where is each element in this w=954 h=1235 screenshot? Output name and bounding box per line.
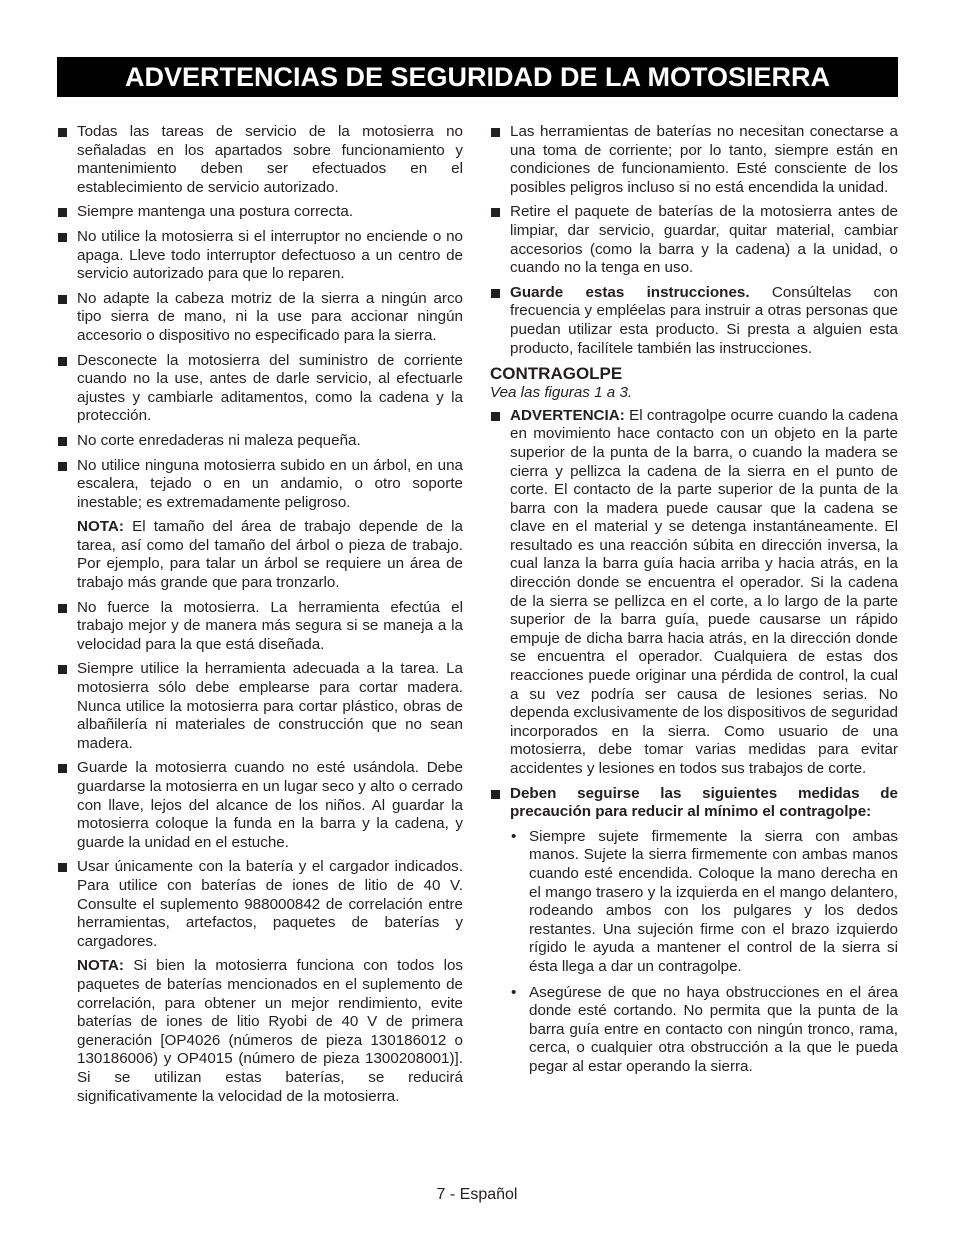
square-bullet-icon xyxy=(58,357,67,366)
list-item: Usar únicamente con la batería y el cargador indicados. Para utilice con baterías de iones de litio de 40 V. Consulte el suplemento 988000842 de correlación entre herramientas, artefactos, paquetes de baterías y cargadores. xyxy=(57,858,463,951)
figure-reference: Vea las figuras 1 a 3. xyxy=(490,384,633,402)
list-item: No adapte la cabeza motriz de la sierra a ningún arco tipo sierra de mano, ni la use para accionar ningún accesorio o dispositivo no especificado para la sierra. xyxy=(57,290,463,346)
left-column xyxy=(57,123,463,1112)
note-work-area xyxy=(77,518,463,592)
square-bullet-icon xyxy=(58,208,67,217)
note-text: El tamaño del área de trabajo depende de la tarea, así como del tamaño del árbol o pieza de trabajo. Por ejemplo, para talar un árbol se requiere un área de trabajo más grande que para tronzarlo. xyxy=(77,518,463,592)
sub-list-item: • Siempre sujete firmemente la sierra con ambas manos. Sujete la sierra firmemente con ambas manos cuando esté encendida. Coloque la mano derecha en el mango trasero y la izquierda en el mango delantero, rodeando ambos con los pulgares y los dedos restantes. Una sujeción firme con el brazo izquierdo rígido le ayuda a mantener el control de la sierra si ésta llega a dar un contragolpe. xyxy=(511,827,898,975)
square-bullet-icon xyxy=(58,665,67,674)
note-label: NOTA: xyxy=(77,957,124,975)
note-batteries xyxy=(77,957,463,1106)
list-item: Desconecte la motosierra del suministro de corriente cuando no la use, antes de darle servicio, al efectuarle ajustes y cambiarle aditamentos, como la cadena y la protección. xyxy=(57,352,463,426)
list-item xyxy=(490,785,898,822)
square-bullet-icon xyxy=(58,128,67,137)
list-item: No fuerce la motosierra. La herramienta efectúa el trabajo mejor y de manera más segura si se maneja a la velocidad para la que está diseñada. xyxy=(57,599,463,655)
kickback-list xyxy=(490,407,898,822)
measures-label: Deben seguirse las siguientes medidas de precaución para reducir al mínimo el contragolpe: xyxy=(510,784,898,821)
square-bullet-icon xyxy=(58,437,67,446)
list-item: Guarde la motosierra cuando no esté usándola. Debe guardarse la motosierra en un lugar seco y alto o cerrado con llave, lejos del alcance de los niños. Al guardar la motosierra coloque la funda en la barra y la cadena, y guarde la unidad en el estuche. xyxy=(57,759,463,852)
warning-text: El contragolpe ocurre cuando la cadena en movimiento hace contacto con un objeto en la parte superior de la punta de la barra, o cuando la madera se cierra y pellizca la cadena de la sierra en el punto de corte. El contacto de la parte superior de la punta de la barra con la madera puede causar que la cadena se clave en el material y se detenga instantáneamente. El resultado es una reacción súbita en dirección inversa, la cual lanza la barra guía hacia arriba y hacia atrás, en la dirección donde se encuentra el operador. Si la cadena de la sierra se pellizca en el corte, a lo largo de la parte superior de la barra guía, puede causarse un rápido empuje de dicha barra hacia atrás, en la dirección donde se encuentra el operador. Cualquiera de estas dos reacciones puede originar una pérdida de control, la cual a su vez podría ser causa de lesiones serias. No dependa exclusivamente de los dispositivos de seguridad incorporados en la sierra. Como usuario de una motosierra, debe tomar varias medidas para evitar accidentes y lesiones en todos sus trabajos de corte. xyxy=(510,406,898,777)
square-bullet-icon xyxy=(58,764,67,773)
list-item: Las herramientas de baterías no necesitan conectarse a una toma de corriente; por lo tanto, siempre están en condiciones de funcionamiento. Esté consciente de los posibles peligros incluso si no está encendida la unidad. xyxy=(490,123,898,197)
warning-list-left-2 xyxy=(57,599,463,952)
warning-list-right xyxy=(490,123,898,358)
square-bullet-icon xyxy=(58,295,67,304)
square-bullet-icon xyxy=(491,208,500,217)
warning-list-left xyxy=(57,123,463,512)
list-item: No utilice ninguna motosierra subido en un árbol, en una escalera, tejado o en un andamio, o otro soporte inestable; es extremadamente peligroso. xyxy=(57,457,463,513)
note-text: Si bien la motosierra funciona con todos los paquetes de baterías mencionados en el suplemento de correlación, para obtener un mejor rendimiento, evite baterías de iones de litio Ryobi de 40 V de primera generación [OP4026 (números de pieza 130186012 o 130186006) y OP4015 (número de pieza 1300208001)]. Si se utilizan estas baterías, se reducirá significativamente la velocidad de la motosierra. xyxy=(77,957,463,1105)
list-item: Siempre mantenga una postura correcta. xyxy=(57,203,463,222)
kickback-heading: CONTRAGOLPE xyxy=(490,364,623,384)
square-bullet-icon xyxy=(491,128,500,137)
right-column xyxy=(490,123,898,1084)
list-item xyxy=(490,284,898,358)
list-item: Retire el paquete de baterías de la motosierra antes de limpiar, dar servicio, guardar, quitar material, cambiar accesorios (como la barra y la cadena) a la unidad, o cuando no la tenga en uso. xyxy=(490,203,898,277)
square-bullet-icon xyxy=(58,462,67,471)
list-item xyxy=(490,407,898,779)
warning-label: ADVERTENCIA: xyxy=(510,406,625,424)
page-title: ADVERTENCIAS DE SEGURIDAD DE LA MOTOSIERRA xyxy=(124,61,831,92)
save-instructions-label: Guarde estas instrucciones. xyxy=(510,283,750,301)
square-bullet-icon xyxy=(491,790,500,799)
note-label: NOTA: xyxy=(77,518,124,536)
list-item: Todas las tareas de servicio de la motosierra no señaladas en los apartados sobre funcionamiento y mantenimiento deben ser efectuados en el establecimiento de servicio autorizado. xyxy=(57,123,463,197)
dot-bullet-icon: • xyxy=(511,827,517,845)
square-bullet-icon xyxy=(491,412,500,421)
square-bullet-icon xyxy=(491,289,500,298)
sub-list-item: • Asegúrese de que no haya obstrucciones en el área donde esté cortando. No permita que la punta de la barra guía entre en contacto con ningún tronco, rama, cerca, o cualquier otra obstrucción a la que le pueda pegar al estar operando la sierra. xyxy=(511,983,898,1075)
list-item: No utilice la motosierra si el interruptor no enciende o no apaga. Lleve todo interruptor defectuoso a un centro de servicio autorizado para que lo reparen. xyxy=(57,228,463,284)
square-bullet-icon xyxy=(58,604,67,613)
dot-bullet-icon: • xyxy=(511,983,517,1001)
page-number: 7 - Español xyxy=(436,1186,518,1203)
list-item: No corte enredaderas ni maleza pequeña. xyxy=(57,432,463,451)
measures-sublist xyxy=(490,828,898,1077)
section-banner xyxy=(57,57,898,97)
list-item: Siempre utilice la herramienta adecuada a la tarea. La motosierra sólo debe emplearse para cortar madera. Nunca utilice la motosierra para cortar plástico, obras de albañilería ni materiales de construcción que no sean madera. xyxy=(57,660,463,753)
save-instructions-text: Consúltelas con frecuencia y empléelas para instruir a otras personas que puedan utilizar esta producto. Si presta a alguien esta producto, facilítele también las instrucciones. xyxy=(510,283,898,357)
square-bullet-icon xyxy=(58,233,67,242)
square-bullet-icon xyxy=(58,863,67,872)
